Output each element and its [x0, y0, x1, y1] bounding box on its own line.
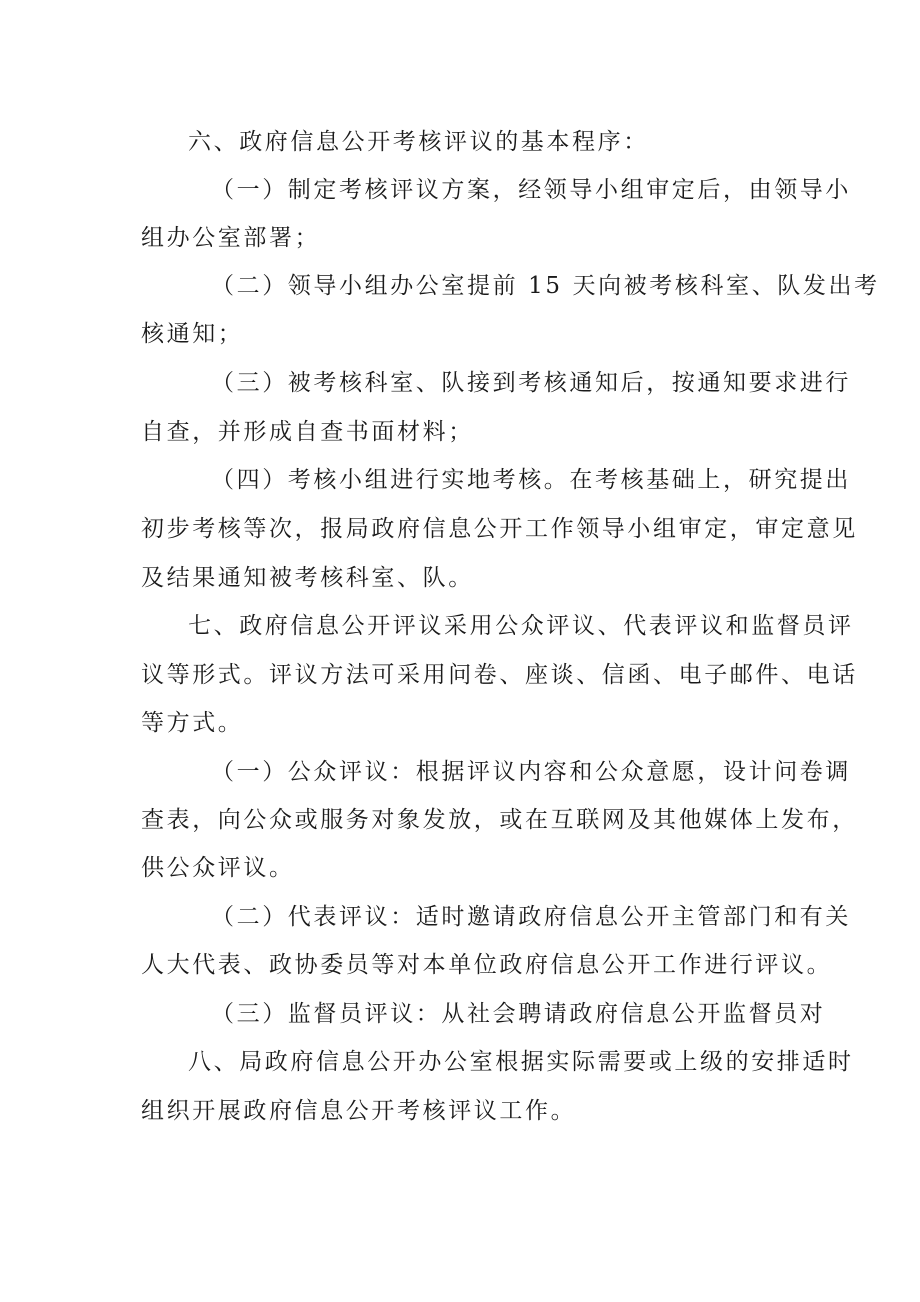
item-7-3-line-1: （三）监督员评议：从社会聘请政府信息公开监督员对 — [211, 1001, 826, 1027]
item-7-2-line-2: 人大代表、政协委员等对本单位政府信息公开工作进行评议。 — [141, 952, 833, 978]
item-7-1-line-2: 查表，向公众或服务对象发放，或在互联网及其他媒体上发布， — [141, 807, 858, 833]
section-seven-line-2: 议等形式。评议方法可采用问卷、座谈、信函、电子邮件、电话 — [141, 662, 858, 688]
section-eight-line-1: 八、局政府信息公开办公室根据实际需要或上级的安排适时 — [188, 1049, 854, 1075]
item-6-3-line-2: 自查，并形成自查书面材料； — [141, 419, 474, 445]
item-6-4-line-1: （四）考核小组进行实地考核。在考核基础上，研究提出 — [211, 467, 851, 493]
item-7-1-line-3: 供公众评议。 — [141, 855, 295, 881]
item-6-3-line-1: （三）被考核科室、队接到考核通知后，按通知要求进行 — [211, 370, 851, 396]
item-6-2-line-2: 核通知； — [141, 321, 244, 347]
section-seven-line-1: 七、政府信息公开评议采用公众评议、代表评议和监督员评 — [188, 613, 854, 639]
item-6-1-line-2: 组办公室部署； — [141, 225, 321, 251]
item-6-4-line-3: 及结果通知被考核科室、队。 — [141, 565, 474, 591]
item-6-2-line-1: （二）领导小组办公室提前 15 天向被考核科室、队发出考 — [211, 273, 880, 299]
section-six-heading: 六、政府信息公开考核评议的基本程序： — [188, 129, 649, 155]
item-6-1-line-1: （一）制定考核评议方案，经领导小组审定后，由领导小 — [211, 177, 851, 203]
item-6-4-line-2: 初步考核等次，报局政府信息公开工作领导小组审定，审定意见 — [141, 516, 858, 542]
item-7-1-line-1: （一）公众评议：根据评议内容和公众意愿，设计问卷调 — [211, 759, 851, 785]
section-eight-line-2: 组织开展政府信息公开考核评议工作。 — [141, 1098, 577, 1124]
item-7-2-line-1: （二）代表评议：适时邀请政府信息公开主管部门和有关 — [211, 904, 851, 930]
section-seven-line-3: 等方式。 — [141, 710, 244, 736]
